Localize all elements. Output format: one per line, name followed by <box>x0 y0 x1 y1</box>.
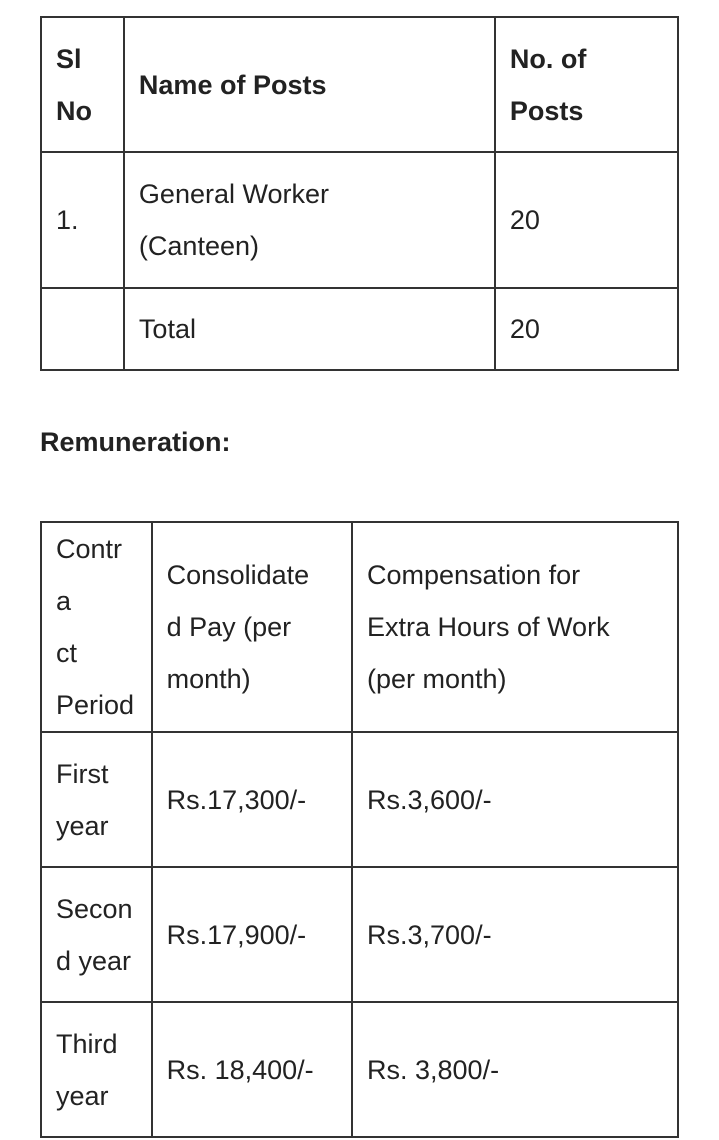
table-row <box>41 732 678 867</box>
pay-cell: Rs.17,900/- <box>152 867 352 1002</box>
total-label-cell: Total <box>124 288 495 370</box>
header-name-of-posts: Name of Posts <box>124 17 495 152</box>
table-row <box>41 152 678 288</box>
total-sl-no-cell <box>41 288 124 370</box>
header-no-of-posts: No. of Posts <box>495 17 678 152</box>
posts-header-row <box>41 17 678 152</box>
compensation-cell: Rs.3,600/- <box>352 732 678 867</box>
header-sl-no: Sl No <box>41 17 124 152</box>
posts-table <box>40 16 679 371</box>
post-name-cell: General Worker (Canteen) <box>124 152 495 288</box>
sl-no-cell: 1. <box>41 152 124 288</box>
period-cell: Secon d year <box>41 867 152 1002</box>
header-compensation: Compensation for Extra Hours of Work (per month) <box>352 522 678 732</box>
remuneration-table <box>40 521 679 1138</box>
pay-cell: Rs. 18,400/- <box>152 1002 352 1137</box>
pay-cell: Rs.17,300/- <box>152 732 352 867</box>
table-row <box>41 1002 678 1137</box>
header-contract-period: Contra ct Period <box>41 522 152 732</box>
post-count-cell: 20 <box>495 152 678 288</box>
period-cell: First year <box>41 732 152 867</box>
period-cell: Third year <box>41 1002 152 1137</box>
table-row <box>41 867 678 1002</box>
remuneration-header-row <box>41 522 678 732</box>
total-count-cell: 20 <box>495 288 678 370</box>
total-row <box>41 288 678 370</box>
compensation-cell: Rs.3,700/- <box>352 867 678 1002</box>
header-consolidated-pay: Consolidate d Pay (per month) <box>152 522 352 732</box>
remuneration-heading: Remuneration: <box>40 427 231 457</box>
compensation-cell: Rs. 3,800/- <box>352 1002 678 1137</box>
